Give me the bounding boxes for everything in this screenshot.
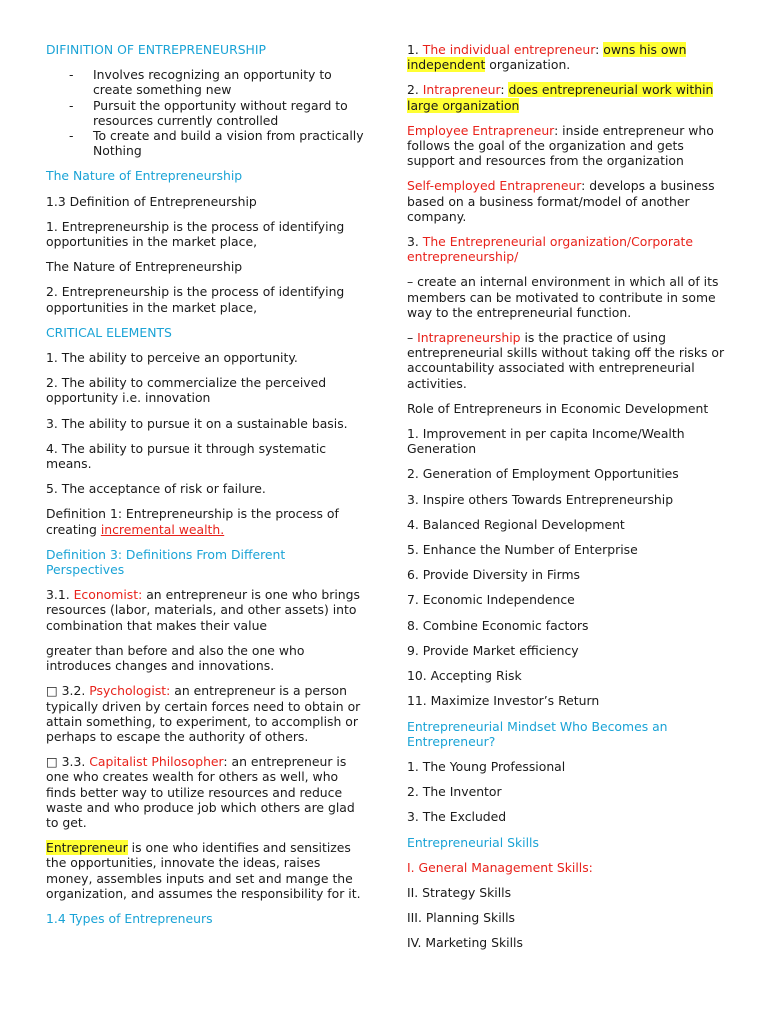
entrepreneur-text: is one who identifies and sensitizes the opportunities, innovate the ideas, raises money, assembles inputs and set and mange the organization, and assumes the responsibility for it. — [46, 840, 361, 901]
internal-environment: – create an internal environment in which all of its members can be motivated to contribute in some way to the entrepreneurial function. — [407, 274, 719, 320]
intrapreneurship-definition — [407, 330, 729, 391]
economist-label: Economist: — [73, 587, 143, 603]
psychologist-text: an entrepreneur is a person typically driven by certain forces need to obtain or attain something, to experiment, to accomplish or perhaps to escape the authority of others. — [46, 683, 361, 744]
employee-label: Employee Entrapreneur — [407, 122, 555, 138]
critical-item: 2. The ability to commercialize the perceived opportunity i.e. innovation — [46, 375, 327, 406]
role-item: 5. Enhance the Number of Enterprise — [407, 542, 638, 558]
economist-continued: greater than before and also the one who introduces changes and innovations. — [46, 642, 305, 674]
heading-definition-3: Definition 3: Definitions From Different Perspectives — [46, 546, 286, 578]
capitalist-definition — [46, 754, 364, 830]
paragraph-entrepreneurship-2: 2. Entrepreneurship is the process of identifying opportunities in the market place, — [46, 284, 345, 315]
paragraph-nature: The Nature of Entrepreneurship — [46, 259, 243, 275]
left-column — [46, 42, 364, 936]
mindset-item: 3. The Excluded — [407, 809, 507, 825]
bullet-item — [46, 98, 364, 128]
type-number: 1. — [407, 42, 423, 57]
self-employed-text: : develops a business based on a business format/model of another company. — [407, 178, 715, 224]
bullet-text: Pursuit the opportunity without regard to resources currently controlled — [93, 97, 348, 128]
type-number: 3. — [407, 234, 423, 250]
dash-marker: - — [69, 67, 74, 83]
entrepreneur-highlight: Entrepreneur — [46, 840, 128, 856]
economist-text: an entrepreneur is one who brings resources (labor, materials, and other assets) into combination that makes their value — [46, 587, 360, 633]
individual-label: The individual entrepreneur — [422, 42, 596, 57]
role-item: 8. Combine Economic factors — [407, 617, 589, 633]
corporate-label: The Entrepreneurial organization/Corporate entrepreneurship/ — [407, 234, 694, 265]
role-item: 2. Generation of Employment Opportunities — [407, 466, 679, 482]
heading-definition: DIFINITION OF ENTREPRENEURSHIP — [46, 42, 267, 57]
bullet-text: To create and build a vision from practically Nothing — [93, 128, 364, 159]
critical-item: 1. The ability to perceive an opportunity. — [46, 350, 298, 366]
psychologist-number: □ 3.2. — [46, 683, 90, 699]
dash-prefix: – — [407, 330, 418, 346]
definition-1 — [46, 506, 364, 536]
dash-marker: - — [69, 97, 74, 113]
psychologist-label: Psychologist: — [89, 683, 171, 699]
colon: : — [595, 42, 604, 57]
definition-1-text: Definition 1: Entrepreneurship is the process of creating — [46, 506, 339, 537]
role-item: 1. Improvement in per capita Income/Wealth Generation — [407, 426, 685, 457]
capitalist-text: : an entrepreneur is one who creates wealth for others as well, who finds better way to utilize resources and reduce waste and who produce job which others are glad to get. — [46, 754, 355, 830]
role-item: 9. Provide Market efficiency — [407, 642, 579, 658]
intrapreneur-highlight: does entrepreneurial work within large organization — [407, 82, 714, 113]
critical-item: 3. The ability to pursue it on a sustainable basis. — [46, 415, 348, 431]
critical-item: 5. The acceptance of risk or failure. — [46, 481, 266, 497]
psychologist-definition — [46, 683, 364, 744]
critical-item: 4. The ability to pursue it through systematic means. — [46, 440, 327, 472]
role-item: 6. Provide Diversity in Firms — [407, 567, 580, 583]
type-number: 2. — [407, 82, 423, 98]
self-employed-entrapreneur — [407, 178, 729, 224]
intrapreneurship-text: is the practice of using entrepreneurial skills without taking off the risks or accountability associated with entrepreneurial activities. — [407, 330, 725, 391]
definition-1-3: 1.3 Definition of Entrepreneurship — [46, 193, 257, 209]
role-item: 3. Inspire others Towards Entrepreneurship — [407, 491, 674, 507]
incremental-wealth-text: incremental wealth. — [100, 521, 225, 537]
intrapreneur-label: Intrapreneur — [422, 82, 501, 98]
individual-highlight: owns his own independent — [407, 42, 687, 73]
entrepreneur-definition — [46, 840, 364, 901]
heading-types: 1.4 Types of Entrepreneurs — [46, 910, 213, 926]
mindset-item: 1. The Young Professional — [407, 758, 566, 774]
mindset-heading: Entrepreneurial Mindset Who Becomes an Entrepreneur? — [407, 718, 668, 749]
bullet-item — [46, 67, 364, 97]
role-heading: Role of Entrepreneurs in Economic Development — [407, 400, 709, 416]
type-corporate — [407, 234, 729, 264]
capitalist-label: Capitalist Philosopher — [89, 754, 224, 770]
skill-item-general: I. General Management Skills: — [407, 859, 593, 875]
skills-heading: Entrepreneurial Skills — [407, 834, 539, 850]
role-item: 11. Maximize Investor’s Return — [407, 693, 600, 709]
economist-definition — [46, 587, 364, 633]
role-item: 4. Balanced Regional Development — [407, 516, 625, 532]
colon: : — [500, 82, 509, 98]
heading-nature: The Nature of Entrepreneurship — [46, 168, 243, 184]
economist-number: 3.1. — [46, 587, 74, 603]
definition-bullets — [46, 67, 364, 158]
paragraph-entrepreneurship-1: 1. Entrepreneurship is the process of identifying opportunities in the market place, — [46, 218, 345, 250]
role-item: 10. Accepting Risk — [407, 668, 522, 684]
type-individual — [407, 42, 729, 72]
bullet-item — [46, 128, 364, 158]
self-employed-label: Self-employed Entrapreneur — [407, 178, 582, 194]
employee-text: : inside entrepreneur who follows the goal of the organization and gets support and resources from the organization — [407, 122, 714, 169]
employee-entrapreneur — [407, 123, 729, 169]
mindset-item: 2. The Inventor — [407, 784, 502, 800]
individual-text: organization. — [485, 57, 571, 73]
right-column — [407, 42, 729, 961]
dash-marker: - — [69, 128, 74, 144]
heading-critical-elements: CRITICAL ELEMENTS — [46, 324, 172, 340]
skill-item: III. Planning Skills — [407, 910, 515, 926]
capitalist-number: □ 3.3. — [46, 754, 90, 770]
role-item: 7. Economic Independence — [407, 592, 575, 608]
bullet-text: Involves recognizing an opportunity to create something new — [93, 67, 332, 98]
intrapreneurship-label: Intrapreneurship — [417, 330, 521, 346]
skill-item: II. Strategy Skills — [407, 884, 512, 900]
skill-item: IV. Marketing Skills — [407, 935, 523, 951]
type-intrapreneur — [407, 82, 729, 112]
